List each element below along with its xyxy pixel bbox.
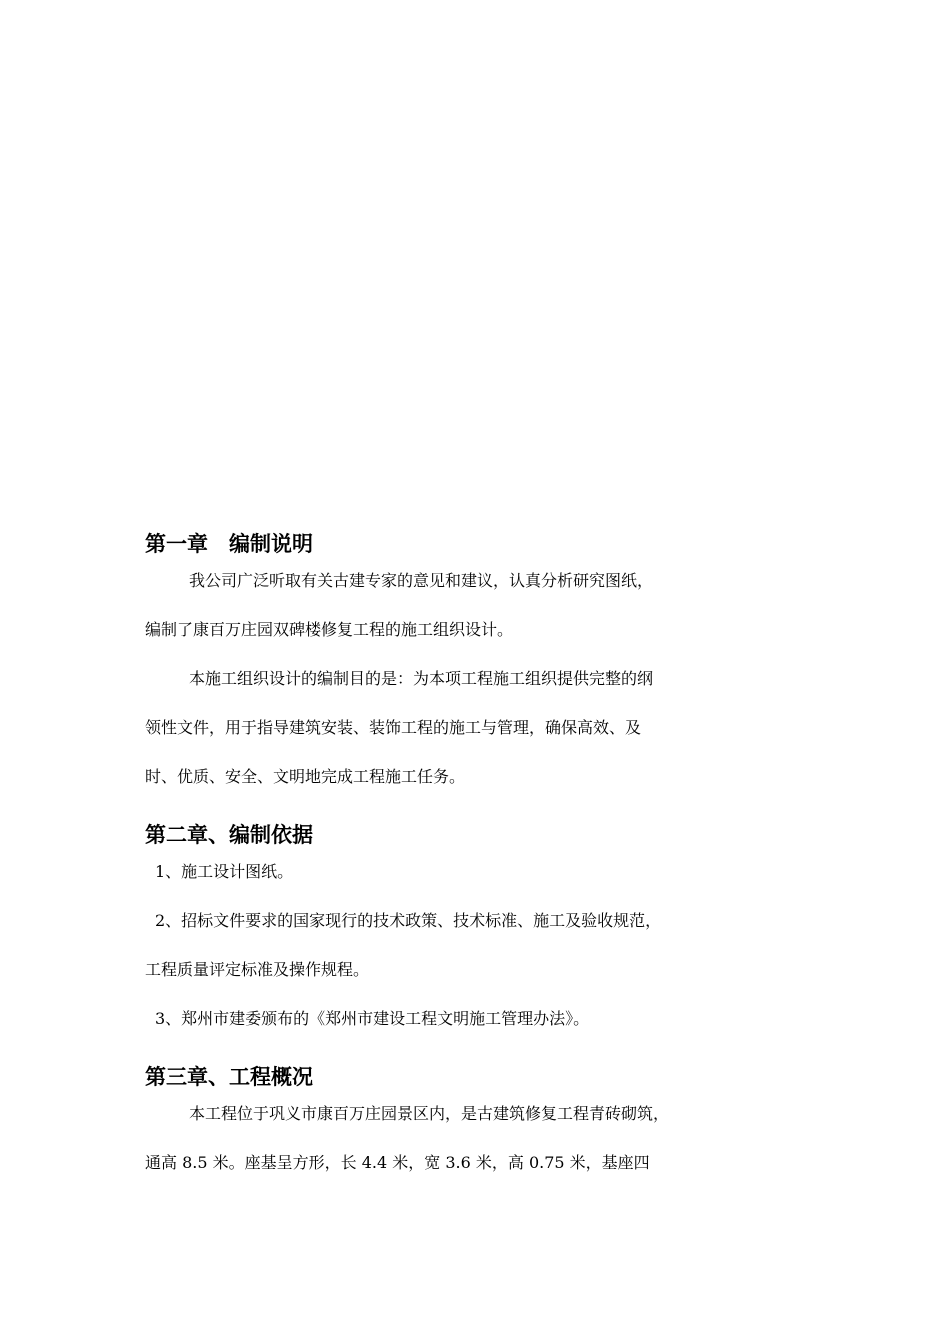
chapter-1-paragraph-1 xyxy=(145,568,865,666)
chapter-1-heading: 第一章 编制说明 xyxy=(145,532,313,556)
chapter-2-heading: 第二章、编制依据 xyxy=(145,823,313,847)
text-line: 通高 8.5 米。座基呈方形，长 4.4 米，宽 3.6 米，高 0.75 米，基座四 xyxy=(145,1153,650,1172)
chapter-2-items xyxy=(145,859,865,1055)
text-line: 时、优质、安全、文明地完成工程施工任务。 xyxy=(145,767,466,786)
chapter-1-paragraph-2 xyxy=(145,666,865,813)
text-line: 我公司广泛听取有关古建专家的意见和建议，认真分析研究图纸， xyxy=(189,571,654,590)
chapter-3-paragraph-1 xyxy=(145,1101,865,1199)
document-body xyxy=(145,522,865,1199)
list-item: 3、郑州市建委颁布的《郑州市建设工程文明施工管理办法》。 xyxy=(155,1009,590,1028)
text-line: 编制了康百万庄园双碑楼修复工程的施工组织设计。 xyxy=(145,620,514,639)
list-item-continuation: 工程质量评定标准及操作规程。 xyxy=(145,960,370,979)
text-line: 本施工组织设计的编制目的是：为本项工程施工组织提供完整的纲 xyxy=(189,669,654,688)
chapter-3-heading: 第三章、工程概况 xyxy=(145,1065,313,1089)
text-line: 领性文件，用于指导建筑安装、装饰工程的施工与管理，确保高效、及 xyxy=(145,718,642,737)
text-line: 本工程位于巩义市康百万庄园景区内，是古建筑修复工程青砖砌筑， xyxy=(189,1104,670,1123)
list-item: 1、施工设计图纸。 xyxy=(155,862,294,881)
list-item: 2、招标文件要求的国家现行的技术政策、技术标准、施工及验收规范， xyxy=(155,911,662,930)
